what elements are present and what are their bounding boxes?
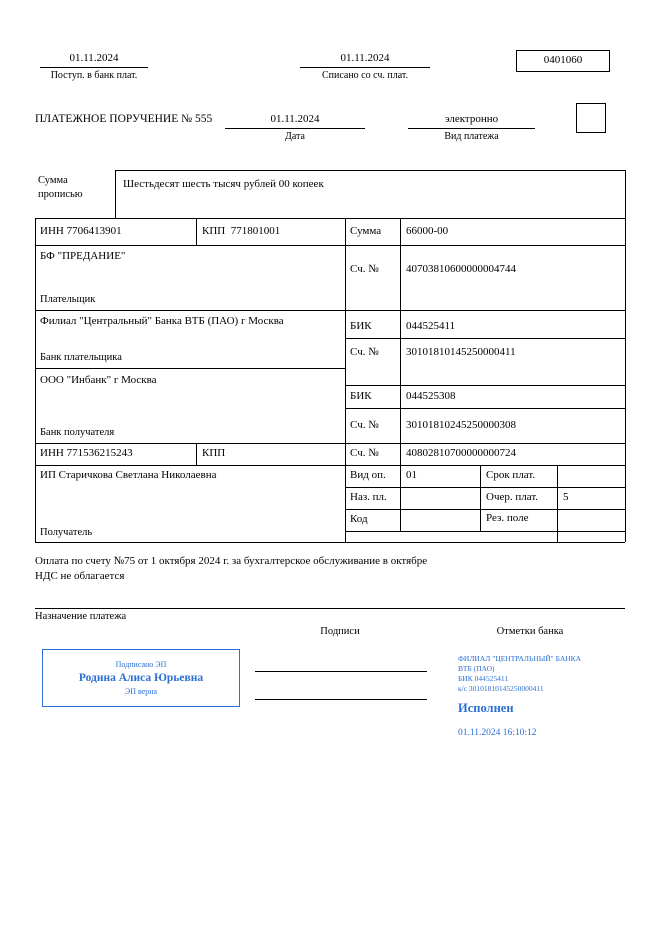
vid-op-value: 01 (406, 469, 417, 481)
table-line (35, 443, 625, 444)
ocher-plat-label: Очер. плат. (486, 491, 539, 503)
received-date: 01.11.2024 (69, 52, 119, 64)
payee-bank-label: Банк получателя (40, 427, 115, 438)
purpose-line-1: Оплата по счету №75 от 1 октября 2024 г. за бухгалтерское обслуживание в октябре (35, 555, 428, 567)
doc-date-underline (225, 128, 365, 129)
amount-words-label-2: прописью (38, 189, 83, 200)
payer-bank-label: Банк плательщика (40, 352, 122, 363)
payer-kpp: КПП 771801001 (202, 225, 281, 237)
payee-account-label: Сч. № (350, 447, 379, 459)
esign-stamp-line-3: ЭП верна (124, 687, 158, 696)
signatures-header: Подписи (320, 626, 360, 637)
bank-stamp-timestamp: 01.11.2024 16:10:12 (458, 728, 537, 738)
table-line (35, 218, 36, 542)
received-date-label: Поступ. в банк плат. (50, 70, 138, 81)
payee-kpp: КПП (202, 447, 226, 459)
table-line (345, 509, 625, 510)
bank-stamp-line-3: БИК 044525411 (458, 674, 509, 683)
payer-bank-bik: 044525411 (406, 320, 456, 332)
payee-account: 40802810700000000724 (406, 447, 516, 459)
ocher-plat-value: 5 (563, 491, 569, 503)
debited-date-underline (300, 67, 430, 68)
signature-line (255, 699, 427, 700)
bank-stamp-line-2: ВТБ (ПАО) (458, 664, 495, 673)
payer-bank-account-label: Сч. № (350, 346, 379, 358)
table-line (480, 465, 481, 531)
sum-value: 66000-00 (406, 225, 449, 237)
table-line (400, 218, 401, 531)
srok-plat-label: Срок плат. (486, 469, 536, 481)
payment-type-underline (408, 128, 535, 129)
bank-stamp-line-1: ФИЛИАЛ "ЦЕНТРАЛЬНЫЙ" БАНКА (458, 654, 582, 663)
table-line (35, 368, 345, 369)
payer-name: БФ "ПРЕДАНИЕ" (40, 250, 126, 262)
form-code-box (516, 50, 610, 72)
table-line (345, 385, 625, 386)
payer-bank-bik-label: БИК (350, 320, 372, 332)
payer-bank-name: Филиал "Центральный" Банка ВТБ (ПАО) г Москва (40, 315, 284, 327)
table-line (115, 170, 625, 171)
esign-stamp-line-1: Подписано ЭП (115, 660, 167, 669)
table-line (115, 170, 116, 218)
payer-account: 40703810600000004744 (406, 263, 516, 275)
sum-label: Сумма (350, 225, 382, 237)
debited-date-label: Списано со сч. плат. (321, 70, 409, 81)
purpose-label: Назначение платежа (35, 611, 127, 622)
signature-line (255, 671, 427, 672)
table-line (35, 245, 625, 246)
table-line (345, 218, 346, 542)
table-line (196, 218, 197, 245)
doc-date: 01.11.2024 (270, 113, 320, 125)
purpose-underline (35, 608, 625, 609)
payee-bank-account: 30101810245250000308 (406, 419, 516, 431)
purpose-line-2: НДС не облагается (35, 570, 125, 582)
amount-in-words: Шестьдесят шесть тысяч рублей 00 копеек (123, 178, 324, 190)
table-line (196, 443, 197, 465)
form-code: 0401060 (543, 54, 583, 66)
table-line (345, 487, 625, 488)
payee-bank-bik-label: БИК (350, 390, 372, 402)
payee-name: ИП Старичкова Светлана Николаевна (40, 469, 217, 481)
table-line (345, 531, 625, 532)
status-code-box (576, 103, 606, 133)
esign-stamp-name: Родина Алиса Юрьевна (78, 672, 204, 684)
payment-type: электронно (444, 113, 499, 125)
table-line (625, 170, 626, 542)
table-line (345, 408, 625, 409)
bank-marks-header: Отметки банка (496, 626, 564, 637)
debited-date: 01.11.2024 (340, 52, 390, 64)
payer-inn: ИНН 7706413901 (40, 225, 122, 237)
esign-stamp (42, 649, 240, 707)
doc-date-label: Дата (285, 131, 305, 142)
payer-label: Плательщик (40, 294, 96, 305)
payee-bank-bik: 044525308 (406, 390, 456, 402)
table-line (35, 465, 625, 466)
naz-pl-label: Наз. пл. (350, 491, 387, 503)
payee-bank-account-label: Сч. № (350, 419, 379, 431)
vid-op-label: Вид оп. (350, 469, 386, 481)
kod-label: Код (350, 513, 368, 525)
payment-type-label: Вид платежа (444, 131, 499, 142)
rez-pole-label: Рез. поле (486, 512, 529, 524)
bank-stamp-status: Исполнен (458, 701, 514, 715)
amount-words-label-1: Сумма (38, 175, 68, 186)
payee-inn: ИНН 771536215243 (40, 447, 133, 459)
bank-stamp-line-4: к/с 30101810145250000411 (458, 684, 544, 693)
table-line (557, 465, 558, 542)
payee-bank-name: ООО "Инбанк" г Москва (40, 374, 157, 386)
payer-bank-account: 30101810145250000411 (406, 346, 516, 358)
doc-title: ПЛАТЕЖНОЕ ПОРУЧЕНИЕ № 555 (35, 113, 213, 125)
payer-account-label: Сч. № (350, 263, 379, 275)
bank-stamp (458, 654, 630, 738)
payee-label: Получатель (40, 527, 93, 538)
table-line (35, 542, 625, 543)
table-line (345, 338, 625, 339)
table-line (35, 310, 625, 311)
table-line (35, 218, 625, 219)
received-date-underline (40, 67, 148, 68)
